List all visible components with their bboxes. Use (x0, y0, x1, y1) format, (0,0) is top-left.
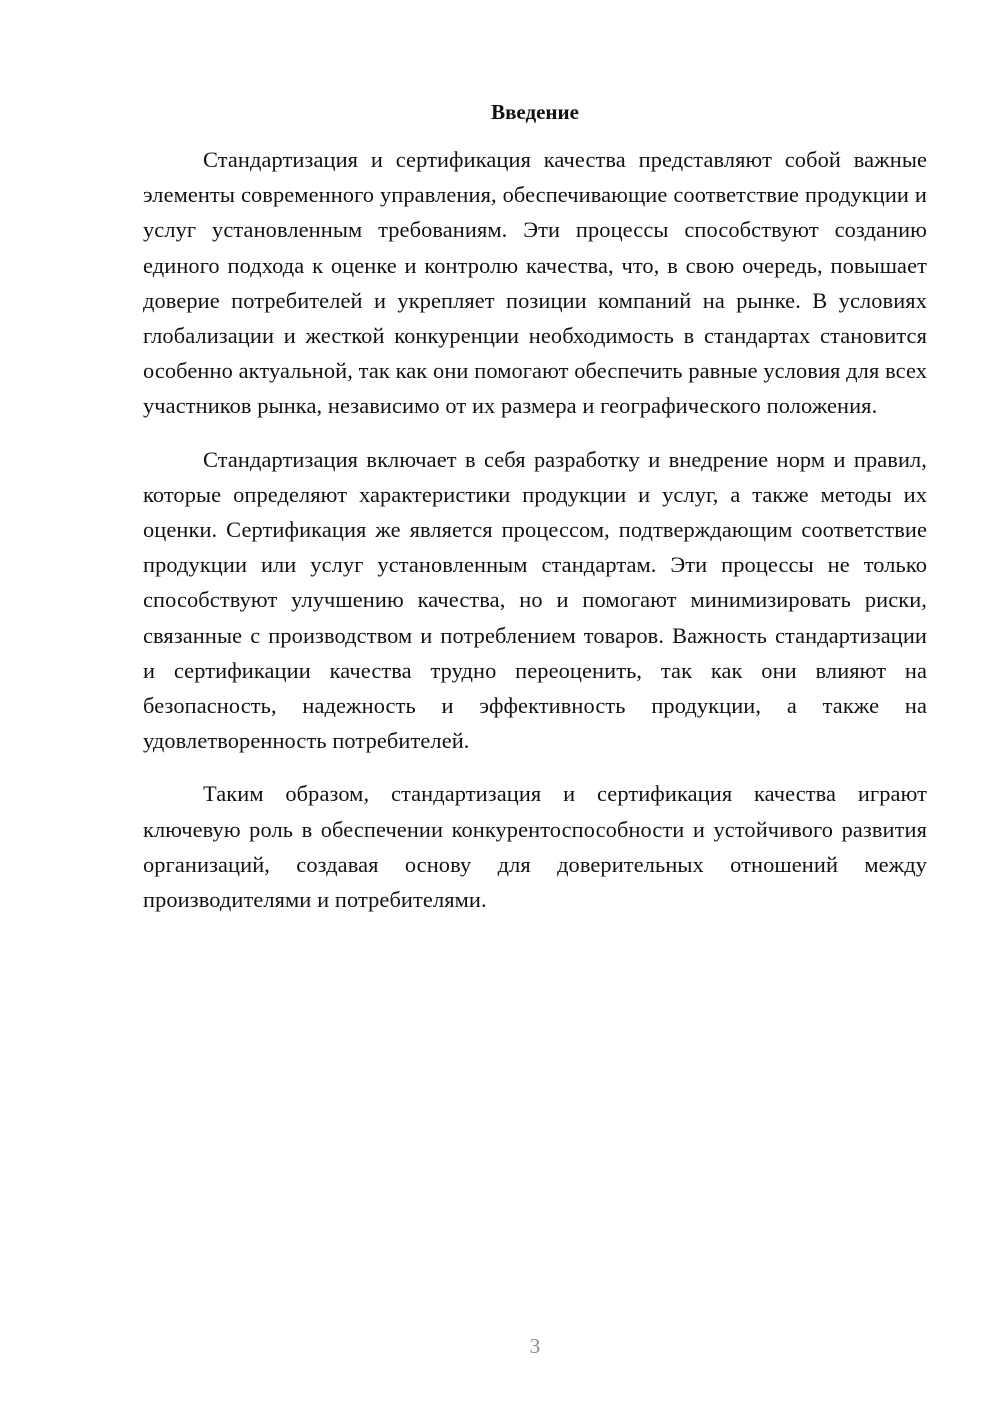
paragraph-3: Таким образом, стандартизация и сертификация качества играют ключевую роль в обеспечении конкурентоспособности и устойчивого развития организаций, создавая основу для доверительных отношений между производителями и потребителями. (143, 781, 927, 913)
paragraph-1: Стандартизация и сертификация качества представляют собой важные элементы современного управления, обеспечивающие соответствие продукции и услуг установленным требованиям. Эти процессы способствуют созданию единого подхода к оценке и контролю качества, что, в свою очередь, повышает доверие потребителей и укрепляет позиции компаний на рынке. В условиях глобализации и жесткой конкуренции необходимость в стандартах становится особенно актуальной, так как они помогают обеспечить равные условия для всех участников рынка, независимо от их размера и географического положения. (143, 147, 927, 419)
page-title: Введение (491, 100, 579, 124)
paragraph-2: Стандартизация включает в себя разработку и внедрение норм и правил, которые определяют характеристики продукции и услуг, а также методы их оценки. Сертификация же является процессом, подтверждающим соответствие продукции или услуг установленным стандартам. Эти процессы не только способствуют улучшению качества, но и помогают минимизировать риски, связанные с производством и потреблением товаров. Важность стандартизации и сертификации качества трудно переоценить, так как они влияют на безопасность, надежность и эффективность продукции, а также на удовлетворенность потребителей. (143, 446, 927, 754)
document-body (143, 142, 927, 935)
page-number: 3 (529, 1334, 541, 1358)
